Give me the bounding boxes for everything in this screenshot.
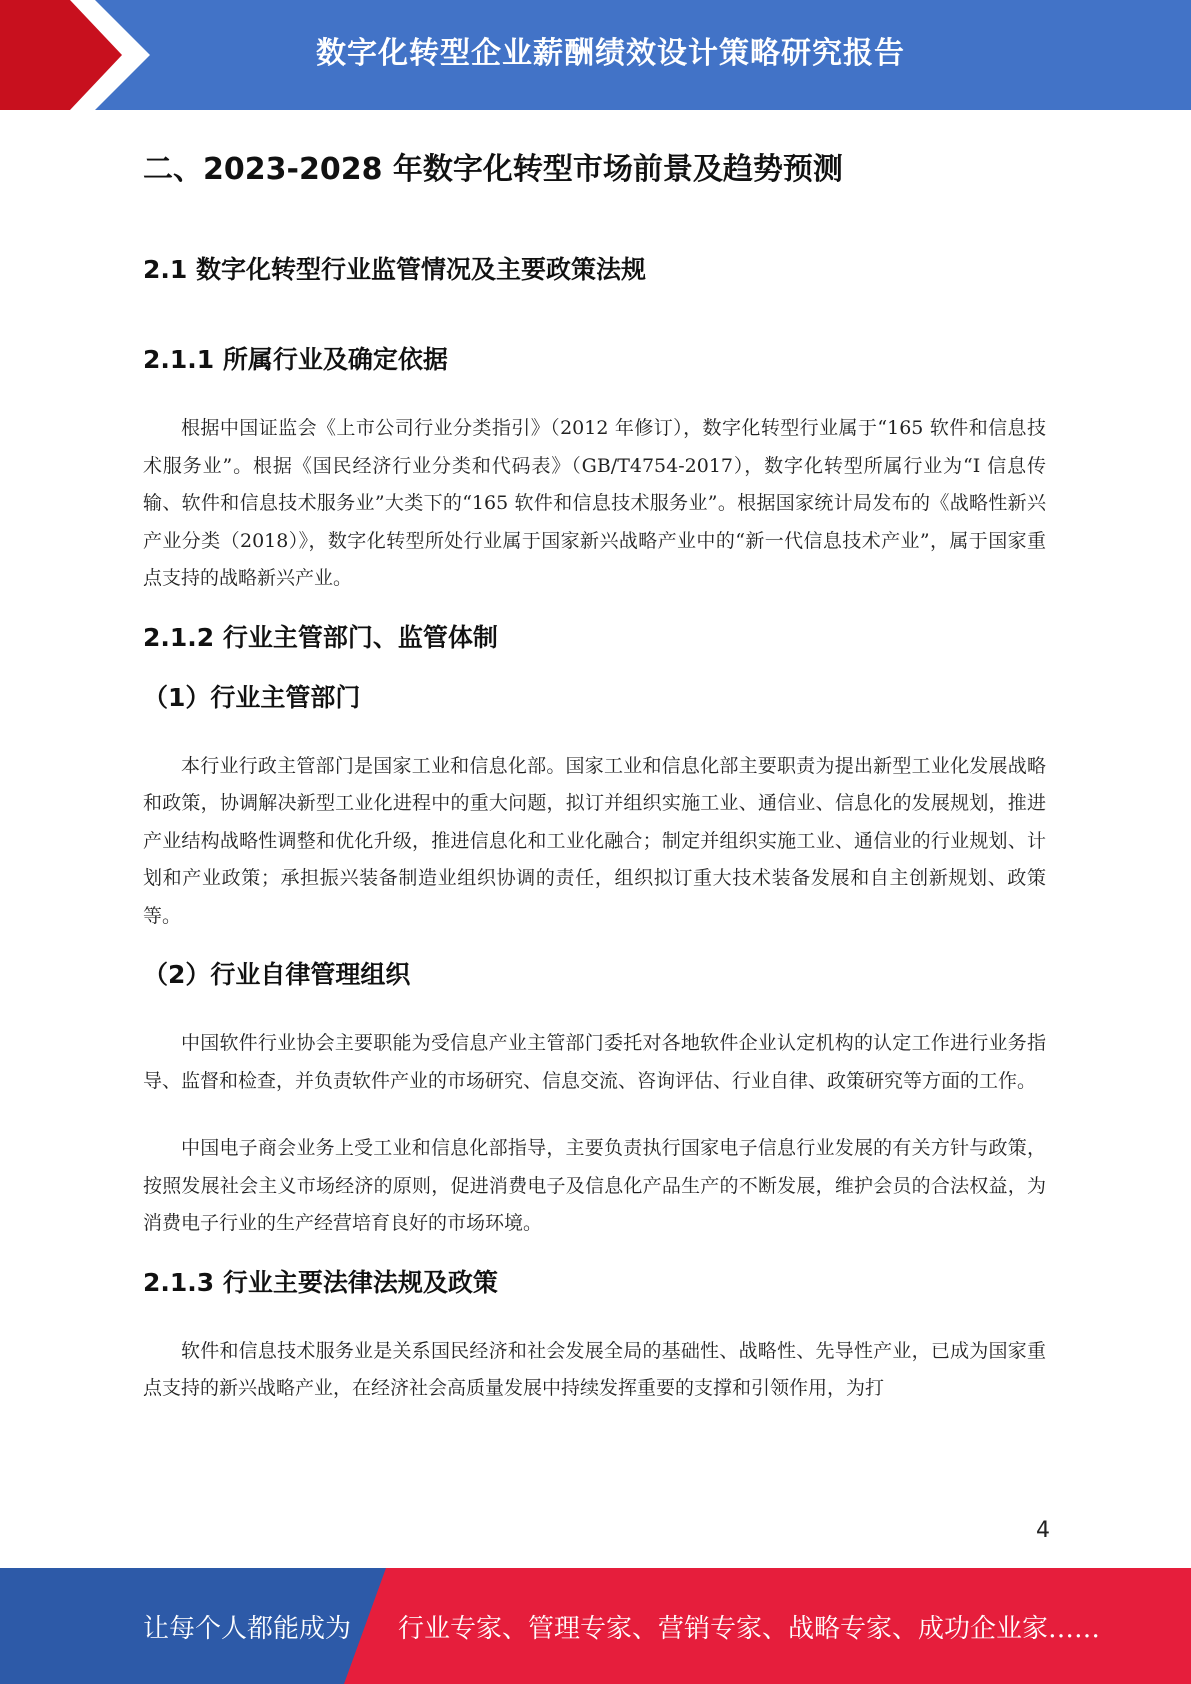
paragraph-laws-and-policies: 软件和信息技术服务业是关系国民经济和社会发展全局的基础性、战略性、先导性产业，已成为国家重点支持的新兴战略产业，在经济社会高质量发展中持续发挥重要的支撑和引领作用，为打: [143, 1339, 1046, 1399]
item-title-self-regulatory-organization: （2）行业自律管理组织: [143, 960, 411, 989]
section-title: 二、2023-2028 年数字化转型市场前景及趋势预测: [143, 152, 843, 187]
paragraph-software-association: 中国软件行业协会主要职能为受信息产业主管部门委托对各地软件企业认定机构的认定工作进行业务指导、监督和检查，并负责软件产业的市场研究、信息交流、咨询评估、行业自律、政策研究等方面的工作。: [143, 1032, 1046, 1092]
subsection-title-2-1-3: 2.1.3 行业主要法律法规及政策: [143, 1267, 498, 1297]
footer-slogan-right: 行业专家、管理专家、营销专家、战略专家、成功企业家……: [398, 1613, 1101, 1644]
subsection-title-2-1-1: 2.1.1 所属行业及确定依据: [143, 345, 448, 374]
footer-slogan-left: 让每个人都能成为: [143, 1613, 352, 1644]
item-title-competent-department: （1）行业主管部门: [143, 682, 361, 712]
subsection-title-2-1-2: 2.1.2 行业主管部门、监管体制: [143, 622, 498, 652]
subsection-title-2-1: 2.1 数字化转型行业监管情况及主要政策法规: [143, 255, 646, 284]
page-number: 4: [1036, 1518, 1050, 1543]
document-body: [143, 128, 1046, 1408]
header-title: 数字化转型企业薪酬绩效设计策略研究报告: [316, 36, 905, 71]
page-footer: [0, 1568, 1191, 1684]
paragraph-electronics-chamber: 中国电子商会业务上受工业和信息化部指导，主要负责执行国家电子信息行业发展的有关方针与政策，按照发展社会主义市场经济的原则，促进消费电子及信息化产品生产的不断发展，维护会员的合法权益，为消费电子行业的生产经营培育良好的市场环境。: [143, 1137, 1046, 1234]
paragraph-industry-classification: 根据中国证监会《上市公司行业分类指引》（2012 年修订），数字化转型行业属于“165 软件和信息技术服务业”。根据《国民经济行业分类和代码表》（GB/T4754-2017），数字化转型所属行业为“I 信息传输、软件和信息技术服务业”大类下的“165 软件和信息技术服务业”。根据国家统计局发布的《战略性新兴产业分类（2018）》，数字化转型所处行业属于国家新兴战略产业中的“新一代信息技术产业”，属于国家重点支持的战略新兴产业。: [143, 417, 1046, 589]
page-header: [0, 0, 1191, 110]
paragraph-competent-department: 本行业行政主管部门是国家工业和信息化部。国家工业和信息化部主要职责为提出新型工业化发展战略和政策，协调解决新型工业化进程中的重大问题，拟订并组织实施工业、通信业、信息化的发展规划，推进产业结构战略性调整和优化升级，推进信息化和工业化融合；制定并组织实施工业、通信业的行业规划、计划和产业政策；承担振兴装备制造业组织协调的责任，组织拟订重大技术装备发展和自主创新规划、政策等。: [143, 754, 1046, 927]
